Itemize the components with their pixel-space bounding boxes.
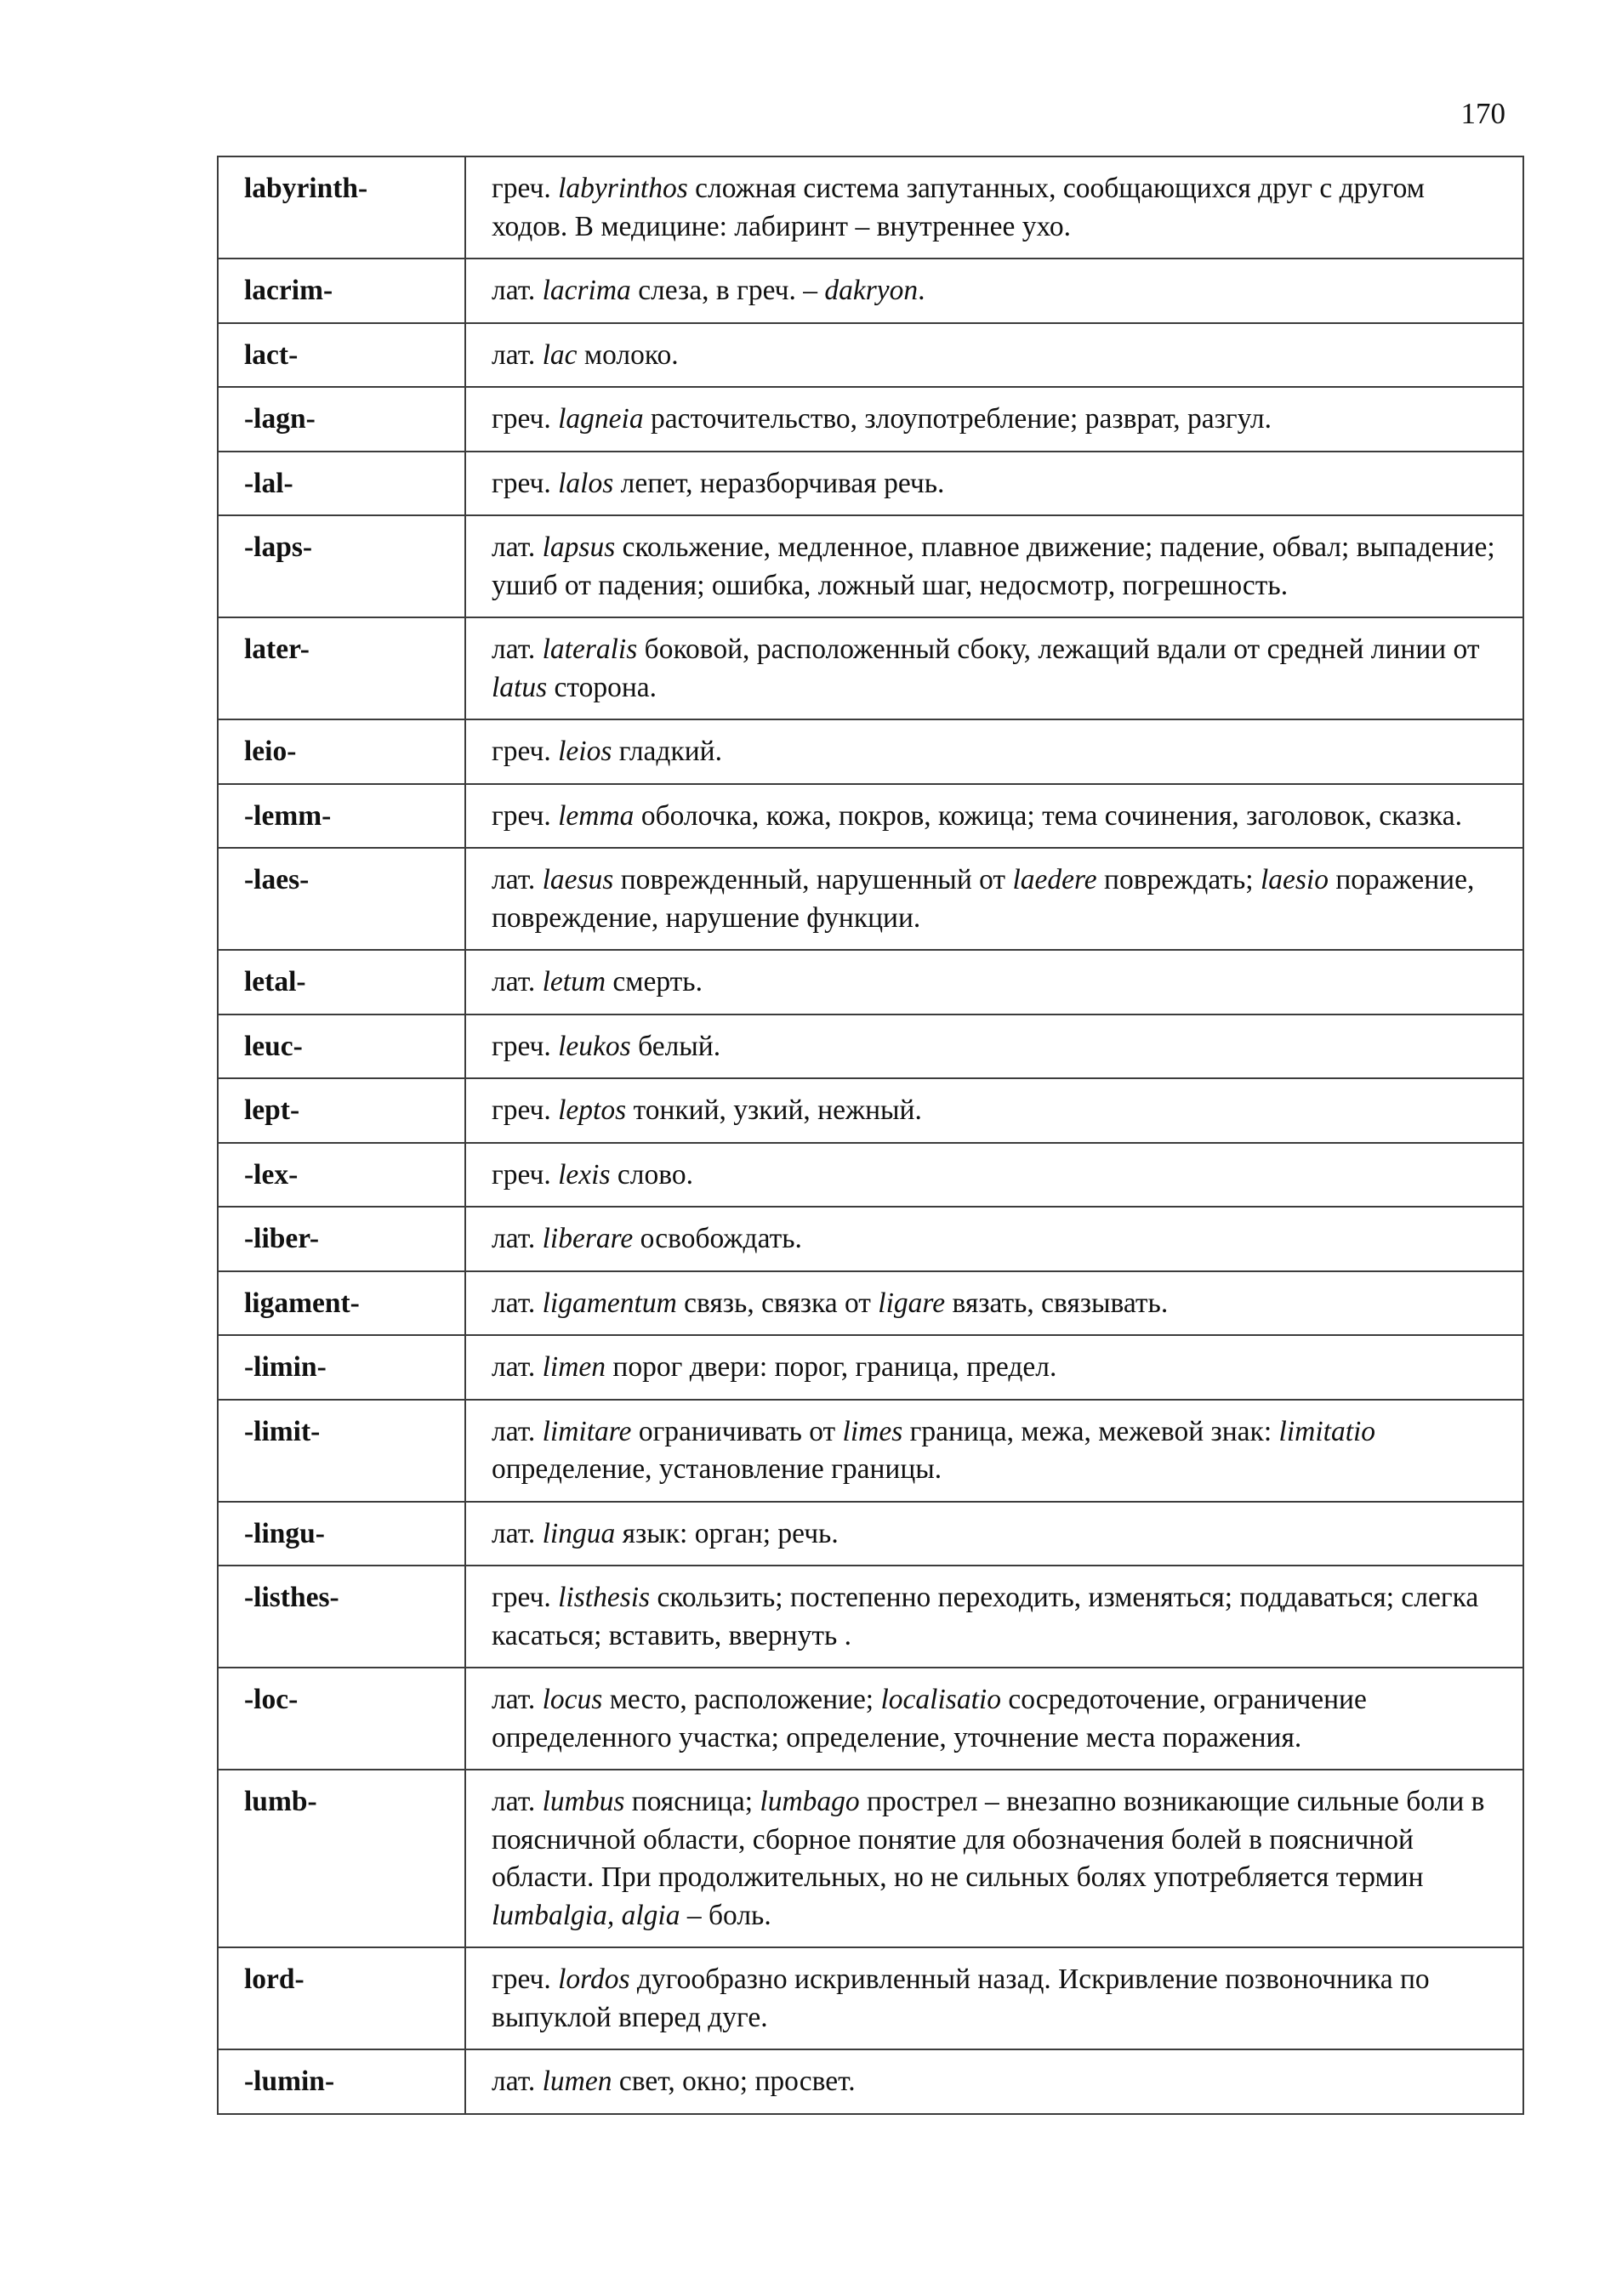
definition-text: определение, установление границы. bbox=[492, 1453, 942, 1485]
definition-cell bbox=[465, 323, 1523, 388]
term-cell: -lumin- bbox=[218, 2049, 465, 2114]
definition-term-italic: lacrima bbox=[542, 275, 631, 306]
definition-cell bbox=[465, 1400, 1523, 1502]
definition-cell bbox=[465, 515, 1523, 617]
definition-text: лат. bbox=[492, 531, 543, 563]
definition-term-italic: laesio bbox=[1260, 864, 1329, 895]
term-cell: lact- bbox=[218, 323, 465, 388]
definition-cell bbox=[465, 1335, 1523, 1400]
table-row bbox=[218, 515, 1523, 617]
definition-text: греч. bbox=[492, 799, 559, 832]
definition-text: греч. bbox=[492, 1030, 559, 1062]
definition-cell bbox=[465, 1947, 1523, 2049]
definition-text: связь, связка от bbox=[676, 1287, 879, 1319]
table-row bbox=[218, 323, 1523, 388]
definition-text: лат. bbox=[492, 1223, 543, 1254]
definition-cell bbox=[465, 387, 1523, 452]
definition-term-italic: lexis bbox=[558, 1158, 611, 1191]
definition-cell bbox=[465, 452, 1523, 516]
definition-cell bbox=[465, 1207, 1523, 1271]
term-cell: lumb- bbox=[218, 1770, 465, 1947]
definition-term-italic: lordos bbox=[558, 1964, 630, 1995]
definition-text: освобождать. bbox=[633, 1223, 802, 1254]
definition-term-italic: lapsus bbox=[542, 531, 616, 563]
term-cell: lacrim- bbox=[218, 259, 465, 323]
definition-term-italic: limes bbox=[842, 1415, 903, 1447]
definition-term-italic: lumbalgia, algia bbox=[492, 1899, 680, 1931]
term-cell: ligament- bbox=[218, 1271, 465, 1336]
definition-term-italic: latus bbox=[492, 671, 548, 703]
definition-text: греч. bbox=[492, 1582, 559, 1613]
definition-text: сторона. bbox=[547, 671, 657, 703]
definition-cell bbox=[465, 719, 1523, 784]
definition-text: дугообразно искривленный назад. Искривление позвоночника по выпуклой вперед дуге. bbox=[492, 1964, 1430, 2033]
definition-cell bbox=[465, 1014, 1523, 1079]
definition-text: лат. bbox=[492, 2066, 543, 2097]
table-row bbox=[218, 1014, 1523, 1079]
term-cell: -lingu- bbox=[218, 1502, 465, 1566]
definition-text: сложная система запутанных, сообщающихся друг с другом ходов. В медицине: лабиринт – внутреннее ухо. bbox=[492, 173, 1425, 242]
definition-term-italic: laesus bbox=[542, 864, 614, 895]
definition-text: скользить; постепенно переходить, изменяться; поддаваться; слегка касаться; вставить, ввернуть . bbox=[492, 1582, 1479, 1651]
definition-text: греч. bbox=[492, 403, 559, 435]
definition-term-italic: leios bbox=[558, 736, 612, 767]
definition-text: сосредоточение, ограничение определенного участка; определение, уточнение места поражения. bbox=[492, 1684, 1367, 1753]
definition-text: поврежденный, нарушенный от bbox=[613, 864, 1013, 895]
definition-cell bbox=[465, 1502, 1523, 1566]
definition-term-italic: labyrinthos bbox=[558, 173, 688, 204]
definition-term-italic: ligamentum bbox=[542, 1287, 677, 1319]
glossary-body bbox=[218, 156, 1523, 2114]
definition-term-italic: liberare bbox=[542, 1223, 634, 1254]
definition-text: граница, межа, межевой знак: bbox=[902, 1415, 1279, 1447]
term-cell: later- bbox=[218, 617, 465, 719]
term-cell: -liber- bbox=[218, 1207, 465, 1271]
definition-text: слово. bbox=[610, 1158, 693, 1191]
definition-text: порог двери: порог, граница, предел. bbox=[606, 1351, 1057, 1383]
definition-cell bbox=[465, 848, 1523, 950]
table-row bbox=[218, 1566, 1523, 1668]
table-row bbox=[218, 1271, 1523, 1336]
definition-term-italic: localisatio bbox=[880, 1684, 1001, 1715]
definition-text: смерть. bbox=[606, 966, 703, 997]
definition-cell bbox=[465, 1143, 1523, 1208]
definition-text: расточительство, злоупотребление; разврат, разгул. bbox=[643, 403, 1272, 435]
definition-cell bbox=[465, 1078, 1523, 1143]
table-row bbox=[218, 617, 1523, 719]
definition-text: поражение, повреждение, нарушение функции. bbox=[492, 864, 1475, 934]
definition-text: греч. bbox=[492, 1964, 559, 1995]
definition-text: греч. bbox=[492, 1094, 559, 1126]
definition-term-italic: lateralis bbox=[542, 634, 638, 665]
table-row bbox=[218, 719, 1523, 784]
definition-term-italic: limitare bbox=[542, 1415, 632, 1447]
definition-cell bbox=[465, 950, 1523, 1014]
definition-text: лат. bbox=[492, 1351, 543, 1383]
definition-term-italic: limen bbox=[542, 1351, 606, 1383]
definition-text: греч. bbox=[492, 736, 559, 767]
definition-term-italic: locus bbox=[542, 1684, 603, 1715]
definition-text: молоко. bbox=[577, 338, 679, 371]
table-row bbox=[218, 156, 1523, 259]
glossary-table bbox=[217, 156, 1524, 2115]
definition-term-italic: lumbus bbox=[542, 1786, 625, 1817]
definition-term-italic: lac bbox=[542, 338, 578, 371]
term-cell: lept- bbox=[218, 1078, 465, 1143]
definition-term-italic: leukos bbox=[558, 1030, 631, 1062]
definition-text: вязать, связывать. bbox=[945, 1287, 1169, 1319]
definition-text: свет, окно; просвет. bbox=[612, 2066, 856, 2097]
definition-term-italic: dakryon bbox=[824, 275, 919, 306]
definition-text: скольжение, медленное, плавное движение; падение, обвал; выпадение; ушиб от падения; ошибка, ложный шаг, недосмотр, погрешность. bbox=[492, 531, 1495, 601]
definition-text: греч. bbox=[492, 467, 559, 499]
definition-text: лат. bbox=[492, 1517, 543, 1549]
definition-text: повреждать; bbox=[1096, 864, 1261, 895]
definition-cell bbox=[465, 259, 1523, 323]
definition-text: лат. bbox=[492, 1786, 543, 1817]
definition-text: язык: орган; речь. bbox=[615, 1517, 839, 1549]
table-row bbox=[218, 259, 1523, 323]
definition-text: лат. bbox=[492, 1684, 543, 1715]
table-row bbox=[218, 848, 1523, 950]
table-row bbox=[218, 950, 1523, 1014]
definition-text: тонкий, узкий, нежный. bbox=[626, 1094, 922, 1126]
table-row bbox=[218, 1143, 1523, 1208]
table-row bbox=[218, 1947, 1523, 2049]
table-row bbox=[218, 1668, 1523, 1770]
definition-text: лат. bbox=[492, 634, 543, 665]
term-cell: -limin- bbox=[218, 1335, 465, 1400]
term-cell: labyrinth- bbox=[218, 156, 465, 259]
definition-term-italic: lemma bbox=[558, 799, 635, 832]
term-cell: -lemm- bbox=[218, 784, 465, 849]
term-cell: -laps- bbox=[218, 515, 465, 617]
definition-text: лат. bbox=[492, 1415, 543, 1447]
definition-cell bbox=[465, 1271, 1523, 1336]
definition-text: лат. bbox=[492, 864, 543, 895]
definition-cell bbox=[465, 1770, 1523, 1947]
term-cell: -listhes- bbox=[218, 1566, 465, 1668]
definition-text: поясница; bbox=[624, 1786, 760, 1817]
table-row bbox=[218, 784, 1523, 849]
term-cell: lord- bbox=[218, 1947, 465, 2049]
term-cell: -limit- bbox=[218, 1400, 465, 1502]
table-row bbox=[218, 1502, 1523, 1566]
definition-text: прострел – внезапно возникающие сильные боли в поясничной области, сборное понятие для обозначения болей в поясничной области. При продолжительных, но не сильных болях употребляется термин bbox=[492, 1786, 1485, 1893]
definition-text: ограничивать от bbox=[631, 1415, 843, 1447]
definition-text: . bbox=[918, 275, 925, 306]
definition-text: боковой, расположенный сбоку, лежащий вдали от средней линии от bbox=[637, 634, 1480, 665]
table-row bbox=[218, 1207, 1523, 1271]
definition-term-italic: laedere bbox=[1012, 864, 1097, 895]
definition-term-italic: lalos bbox=[558, 467, 614, 499]
definition-text: лат. bbox=[492, 275, 543, 306]
term-cell: leio- bbox=[218, 719, 465, 784]
term-cell: letal- bbox=[218, 950, 465, 1014]
definition-text: – боль. bbox=[680, 1899, 771, 1931]
definition-term-italic: lingua bbox=[542, 1517, 616, 1549]
definition-term-italic: ligare bbox=[878, 1287, 946, 1319]
definition-text: лат. bbox=[492, 338, 543, 371]
definition-text: оболочка, кожа, покров, кожица; тема сочинения, заголовок, сказка. bbox=[634, 799, 1463, 832]
definition-term-italic: lumbago bbox=[760, 1786, 860, 1817]
definition-text: лепет, неразборчивая речь. bbox=[613, 467, 945, 499]
term-cell: -loc- bbox=[218, 1668, 465, 1770]
definition-text: слеза, в греч. – bbox=[630, 275, 825, 306]
definition-cell bbox=[465, 617, 1523, 719]
page-number: 170 bbox=[1460, 97, 1505, 130]
definition-cell bbox=[465, 1668, 1523, 1770]
definition-text: лат. bbox=[492, 1287, 543, 1319]
table-row bbox=[218, 452, 1523, 516]
definition-cell bbox=[465, 2049, 1523, 2114]
definition-text: гладкий. bbox=[612, 736, 722, 767]
definition-cell bbox=[465, 1566, 1523, 1668]
table-row bbox=[218, 1335, 1523, 1400]
definition-term-italic: leptos bbox=[558, 1094, 627, 1126]
definition-text: лат. bbox=[492, 966, 543, 997]
definition-text: греч. bbox=[492, 1158, 559, 1191]
definition-cell bbox=[465, 784, 1523, 849]
definition-term-italic: lumen bbox=[542, 2066, 612, 2097]
definition-cell bbox=[465, 156, 1523, 259]
definition-text: греч. bbox=[492, 173, 559, 204]
table-row bbox=[218, 387, 1523, 452]
table-row bbox=[218, 1400, 1523, 1502]
term-cell: -lex- bbox=[218, 1143, 465, 1208]
definition-text: место, расположение; bbox=[602, 1684, 881, 1715]
table-row bbox=[218, 2049, 1523, 2114]
definition-text: белый. bbox=[630, 1030, 721, 1062]
table-row bbox=[218, 1078, 1523, 1143]
definition-term-italic: listhesis bbox=[558, 1582, 651, 1613]
term-cell: leuc- bbox=[218, 1014, 465, 1079]
term-cell: -lal- bbox=[218, 452, 465, 516]
definition-term-italic: lagneia bbox=[558, 403, 644, 435]
term-cell: -laes- bbox=[218, 848, 465, 950]
term-cell: -lagn- bbox=[218, 387, 465, 452]
definition-term-italic: limitatio bbox=[1278, 1415, 1376, 1447]
table-row bbox=[218, 1770, 1523, 1947]
definition-term-italic: letum bbox=[542, 966, 606, 997]
